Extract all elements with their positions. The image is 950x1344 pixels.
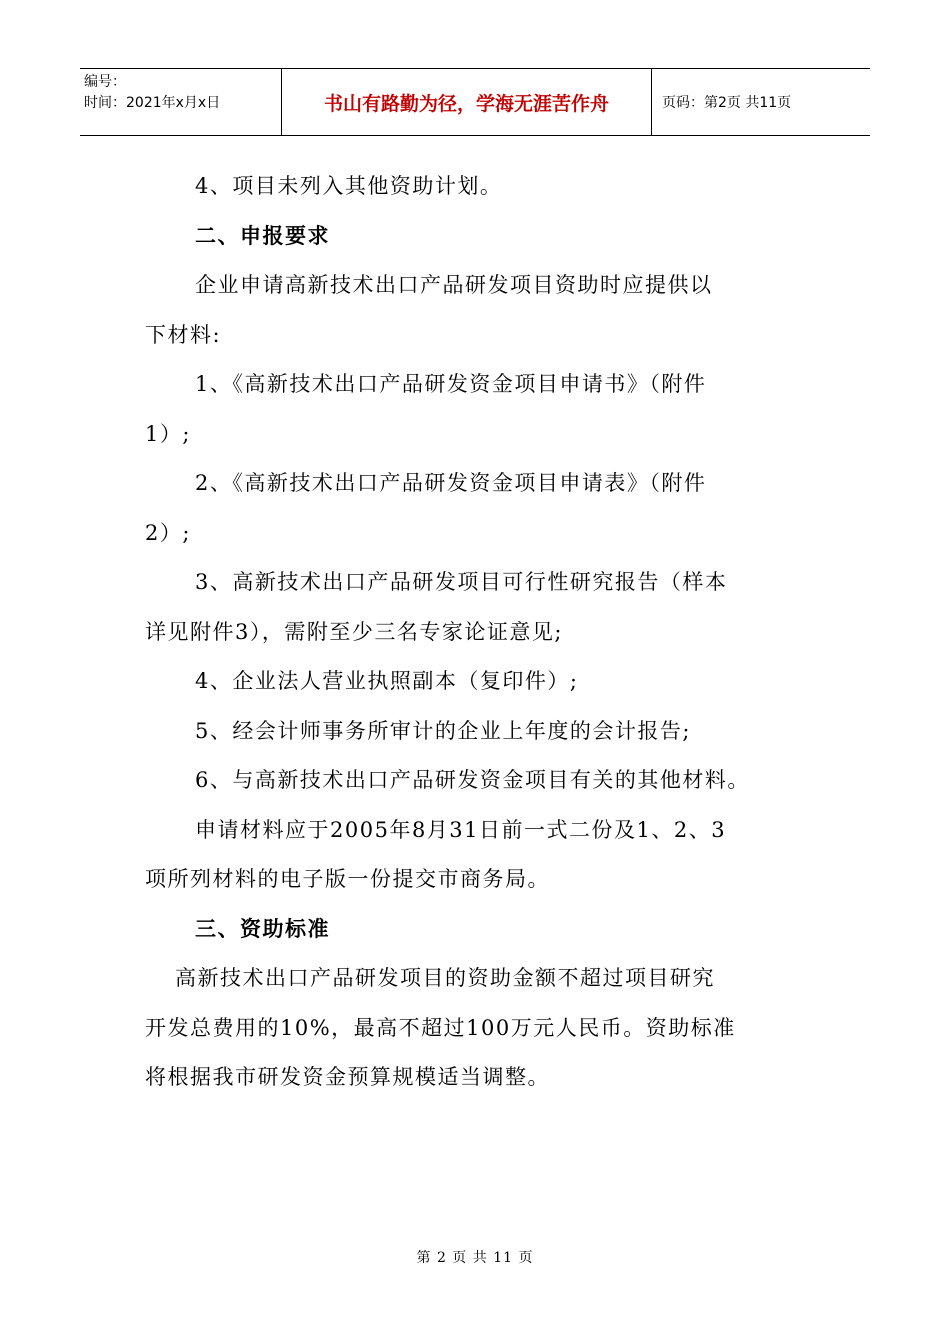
paragraph-item-4-unfunded: 4、项目未列入其他资助计划。 — [195, 174, 503, 198]
page-header — [80, 68, 870, 136]
list-item-5: 5、经会计师事务所审计的企业上年度的会计报告; — [195, 718, 691, 743]
document-number-label: 编号： — [84, 74, 126, 90]
paragraph-deadline-line-2: 项所列材料的电子版一份提交市商务局。 — [145, 867, 550, 891]
header-page-text: 页码：第2页 共11页 — [662, 95, 792, 111]
footer-page-number: 第 2 页 共 11 页 — [416, 1250, 534, 1266]
paragraph-deadline-line-1: 申请材料应于2005年8月31日前一式二份及1、2、3 — [195, 817, 727, 842]
header-motto — [282, 69, 652, 135]
motto-text: 书山有路勤为径，学海无涯苦作舟 — [323, 92, 609, 115]
paragraph-standard-line-3: 将根据我市研发资金预算规模适当调整。 — [145, 1065, 550, 1089]
list-item-3-line-2: 详见附件3），需附至少三名专家论证意见; — [145, 619, 563, 644]
list-item-4: 4、企业法人营业执照副本（复印件）; — [195, 669, 579, 693]
list-item-3-line-1: 3、高新技术出口产品研发项目可行性研究报告（样本 — [195, 570, 728, 594]
list-item-2-line-1: 2、《高新技术出口产品研发资金项目申请表》（附件 — [195, 471, 707, 495]
paragraph-standard-line-2: 开发总费用的10%，最高不超过100万元人民币。资助标准 — [145, 1015, 736, 1040]
section-heading-funding-standard: 三、资助标准 — [195, 916, 330, 941]
document-body — [145, 162, 810, 1103]
list-item-1-line-1: 1、《高新技术出口产品研发资金项目申请书》（附件 — [195, 372, 707, 396]
paragraph-intro-line-2: 下材料: — [145, 322, 222, 347]
header-meta — [80, 69, 282, 135]
document-time-label: 时间：2021年x月x日 — [84, 95, 221, 111]
section-heading-requirements: 二、申报要求 — [195, 223, 330, 248]
page-footer — [0, 1247, 950, 1267]
paragraph-standard-line-1: 高新技术出口产品研发项目的资助金额不超过项目研究 — [175, 966, 715, 990]
paragraph-intro-line-1: 企业申请高新技术出口产品研发项目资助时应提供以 — [195, 273, 713, 297]
list-item-1-line-2: 1）; — [145, 421, 191, 446]
list-item-2-line-2: 2）; — [145, 520, 191, 545]
list-item-6: 6、与高新技术出口产品研发资金项目有关的其他材料。 — [195, 768, 750, 792]
header-page-info — [652, 69, 870, 135]
